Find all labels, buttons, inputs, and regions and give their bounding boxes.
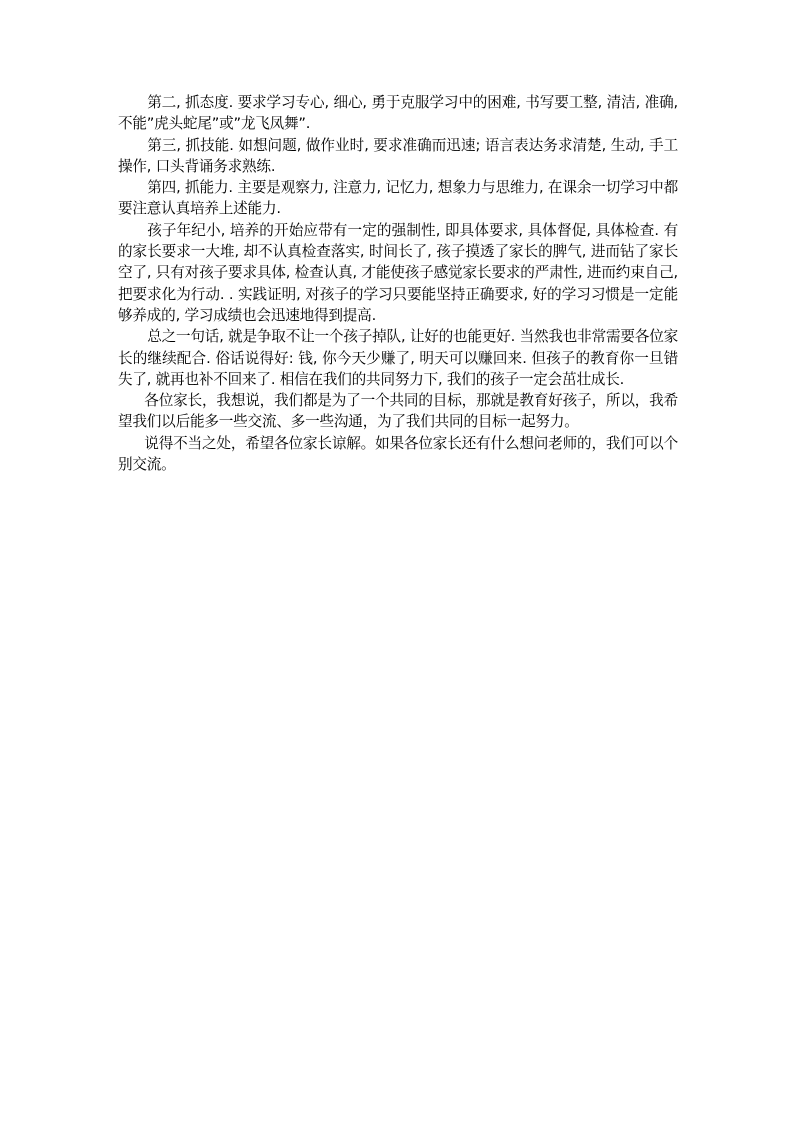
paragraph-ability: 第四, 抓能力. 主要是观察力, 注意力, 记忆力, 想象力与思维力, 在课余一切学习中都要注意认真培养上述能力. xyxy=(118,179,678,218)
paragraph-skills: 第三, 抓技能. 如想问题, 做作业时, 要求准确而迅速; 语言表达务求清楚, 生动, 手工操作, 口头背诵务求熟练. xyxy=(118,136,678,175)
paragraph-closing: 说得不当之处，希望各位家长谅解。如果各位家长还有什么想问老师的，我们可以个别交流。 xyxy=(118,434,678,474)
document-body xyxy=(118,92,678,475)
paragraph-common-goal: 各位家长，我想说，我们都是为了一个共同的目标，那就是教育好孩子，所以，我希望我们以后能多一些交流、多一些沟通，为了我们共同的目标一起努力。 xyxy=(118,392,678,431)
paragraph-summary: 总之一句话, 就是争取不让一个孩子掉队, 让好的也能更好. 当然我也非常需要各位家长的继续配合. 俗话说得好: 钱, 你今天少赚了, 明天可以赚回来. 但孩子的教育你一旦错失了, 就再也补不回来了. 相信在我们的共同努力下, 我们的孩子一定会茁壮成长. xyxy=(118,328,678,388)
paragraph-discipline: 孩子年纪小, 培养的开始应带有一定的强制性, 即具体要求, 具体督促, 具体检查. 有的家长要求一大堆, 却不认真检查落实, 时间长了, 孩子摸透了家长的脾气, 进而钻了家长空了, 只有对孩子要求具体, 检查认真, 才能使孩子感觉家长要求的严肃性, 进而约束自己, 把要求化为行动. . 实践证明, 对孩子的学习只要能坚持正确要求, 好的学习习惯是一定能够养成的, 学习成绩也会迅速地得到提高. xyxy=(118,221,678,324)
paragraph-attitude: 第二, 抓态度. 要求学习专心, 细心, 勇于克服学习中的困难, 书写要工整, 清洁, 准确, 不能”虎头蛇尾”或”龙飞凤舞”. xyxy=(118,94,678,133)
